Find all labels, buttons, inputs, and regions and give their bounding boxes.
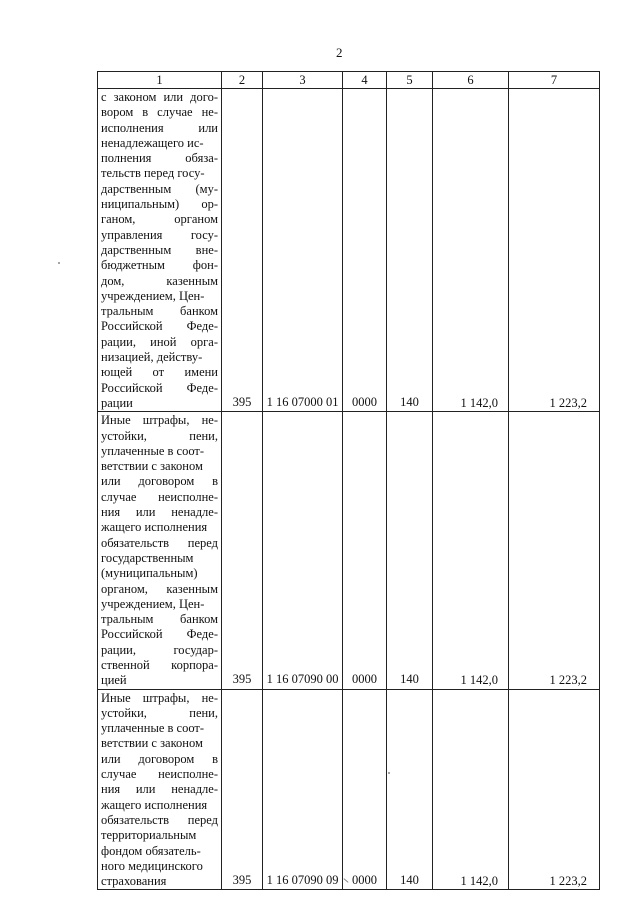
description-line: дарственным вне-	[101, 242, 218, 257]
description-line: (муниципальным)	[101, 566, 198, 581]
description-line: вором в случае не-	[101, 105, 218, 120]
description-line: Российской Феде-	[101, 627, 218, 642]
description-line: жащего исполнения	[101, 797, 208, 812]
table-row	[98, 412, 600, 689]
description-line: ганом, органом	[101, 212, 218, 227]
description-line: рации, государ-	[101, 642, 218, 657]
row-description	[98, 689, 222, 890]
description-line: с законом или дого-	[101, 90, 218, 104]
cell-col5: 140	[387, 412, 433, 689]
header-cell: 1	[98, 72, 222, 89]
table-header-row	[98, 72, 600, 89]
description-line: ниципальным) ор-	[101, 197, 218, 212]
description-line: Российской Феде-	[101, 319, 218, 334]
description-line: рации	[101, 395, 133, 410]
cell-col7: 1 223,2	[509, 412, 600, 689]
cell-col4: 0000	[343, 689, 387, 890]
description-line: уплаченные в соот-	[101, 721, 205, 736]
description-line: Иные штрафы, не-	[101, 413, 218, 428]
cell-col6: 1 142,0	[433, 412, 509, 689]
description-line: рации, иной орга-	[101, 334, 218, 349]
description-line: дом, казенным	[101, 273, 218, 288]
description-line: Иные штрафы, не-	[101, 690, 218, 705]
header-cell: 2	[222, 72, 263, 89]
description-line: ненадлежащего ис-	[101, 135, 204, 150]
budget-table	[97, 71, 600, 890]
table-row	[98, 689, 600, 890]
header-cell: 6	[433, 72, 509, 89]
table-row	[98, 89, 600, 412]
description-line: ния или ненадле-	[101, 782, 218, 797]
description-line: ветствии с законом	[101, 459, 203, 474]
header-cell: 3	[263, 72, 343, 89]
cell-col7: 1 223,2	[509, 689, 600, 890]
description-line: случае неисполне-	[101, 489, 218, 504]
description-line: ния или ненадле-	[101, 505, 218, 520]
description-line: ветствии с законом	[101, 736, 203, 751]
description-line: управления госу-	[101, 227, 218, 242]
description-line: устойки, пени,	[101, 705, 218, 720]
row-description	[98, 89, 222, 412]
description-line: государственным	[101, 550, 194, 565]
scan-speck	[388, 772, 390, 774]
cell-col3: 1 16 07090 09	[263, 689, 343, 890]
description-line: ственной корпора-	[101, 657, 218, 672]
description-line: Российской Феде-	[101, 380, 218, 395]
description-line: фондом обязатель-	[101, 843, 201, 858]
description-line: устойки, пени,	[101, 428, 218, 443]
description-line: страхования	[101, 874, 167, 889]
cell-col3: 1 16 07090 00	[263, 412, 343, 689]
description-line: дарственным (му-	[101, 181, 218, 196]
header-cell: 7	[509, 72, 600, 89]
description-line: ющей от имени	[101, 365, 218, 380]
scan-speck	[58, 262, 60, 264]
description-line: тральным банком	[101, 304, 218, 319]
page-number: 2	[336, 45, 343, 60]
description-line: цией	[101, 673, 127, 688]
description-line: территориальным	[101, 828, 197, 843]
cell-col7: 1 223,2	[509, 89, 600, 412]
header-cell: 5	[387, 72, 433, 89]
description-line: обязательств перед	[101, 812, 218, 827]
cell-col6: 1 142,0	[433, 689, 509, 890]
cell-col2: 395	[222, 689, 263, 890]
description-line: тельств перед госу-	[101, 166, 205, 181]
description-line: уплаченные в соот-	[101, 443, 205, 458]
cell-col6: 1 142,0	[433, 89, 509, 412]
description-line: или договором в	[101, 751, 218, 766]
cell-col2: 395	[222, 89, 263, 412]
description-line: жащего исполнения	[101, 520, 208, 535]
description-line: обязательств перед	[101, 535, 218, 550]
description-line: учреждением, Цен-	[101, 596, 205, 611]
description-line: исполнения или	[101, 120, 218, 135]
description-line: органом, казенным	[101, 581, 218, 596]
cell-col5: 140	[387, 689, 433, 890]
row-description	[98, 412, 222, 689]
description-line: бюджетным фон-	[101, 258, 218, 273]
header-cell: 4	[343, 72, 387, 89]
description-line: случае неисполне-	[101, 767, 218, 782]
cell-col3: 1 16 07000 01	[263, 89, 343, 412]
cell-col5: 140	[387, 89, 433, 412]
description-line: или договором в	[101, 474, 218, 489]
cell-col4: 0000	[343, 89, 387, 412]
description-line: ного медицинского	[101, 858, 203, 873]
cell-col2: 395	[222, 412, 263, 689]
description-line: тральным банком	[101, 612, 218, 627]
description-line: учреждением, Цен-	[101, 288, 205, 303]
cell-col4: 0000	[343, 412, 387, 689]
description-line: полнения обяза-	[101, 151, 218, 166]
description-line: низацией, действу-	[101, 350, 203, 365]
